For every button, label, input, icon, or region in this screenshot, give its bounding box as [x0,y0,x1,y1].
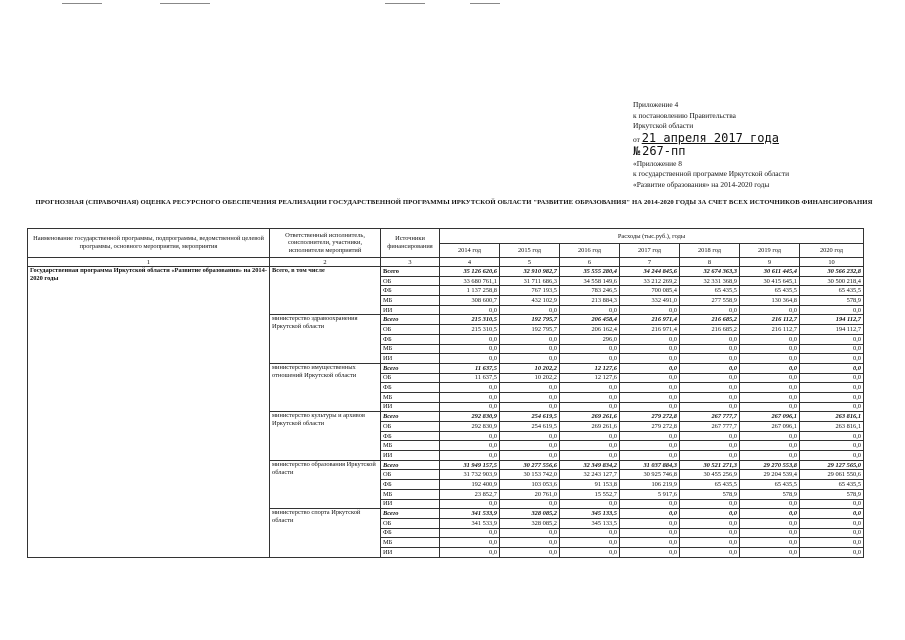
value-cell: 345 133,5 [560,518,620,528]
value-cell: 103 053,6 [500,480,560,490]
value-cell: 0,0 [500,441,560,451]
value-cell: 32 910 982,7 [500,267,560,277]
value-cell: 0,0 [740,547,800,557]
appendix-line: Иркутской области [633,121,694,130]
source-cell: ИИ [381,499,440,509]
value-cell: 0,0 [680,402,740,412]
value-cell: 0,0 [680,431,740,441]
value-cell: 12 127,6 [560,373,620,383]
value-cell: 267 777,7 [680,422,740,432]
value-cell: 0,0 [740,518,800,528]
appendix-line: «Приложение 8 [633,158,682,168]
value-cell: 263 816,1 [800,412,864,422]
value-cell: 0,0 [500,431,560,441]
value-cell: 0,0 [500,538,560,548]
value-cell: 0,0 [440,547,500,557]
value-cell: 33 680 761,1 [440,276,500,286]
value-cell: 33 212 269,2 [620,276,680,286]
value-cell: 0,0 [680,363,740,373]
value-cell: 308 600,7 [440,296,500,306]
value-cell: 0,0 [740,402,800,412]
value-cell: 29 270 553,8 [740,460,800,470]
value-cell: 254 619,5 [500,412,560,422]
table-row [28,267,864,277]
header-year: 2014 год [440,244,500,258]
value-cell: 5 917,6 [620,489,680,499]
header-year: 2019 год [740,244,800,258]
column-index: 8 [680,258,740,267]
value-cell: 30 153 742,0 [500,470,560,480]
value-cell: 65 435,5 [740,286,800,296]
value-cell: 0,0 [620,499,680,509]
value-cell: 10 202,2 [500,363,560,373]
date-prefix: от [633,134,640,144]
source-cell: ИИ [381,547,440,557]
value-cell: 0,0 [740,499,800,509]
appendix-line: Приложение 4 [633,100,679,109]
value-cell: 0,0 [440,441,500,451]
value-cell: 30 521 271,3 [680,460,740,470]
number-prefix: № [633,144,641,158]
value-cell: 35 555 280,4 [560,267,620,277]
value-cell: 0,0 [800,528,864,538]
value-cell: 0,0 [680,528,740,538]
value-cell: 0,0 [740,363,800,373]
value-cell: 216 685,2 [680,315,740,325]
value-cell: 0,0 [440,451,500,461]
value-cell: 578,9 [800,296,864,306]
source-cell: ФБ [381,383,440,393]
value-cell: 263 816,1 [800,422,864,432]
source-cell: ИИ [381,402,440,412]
value-cell: 578,9 [800,489,864,499]
value-cell: 0,0 [620,354,680,364]
value-cell: 0,0 [620,431,680,441]
value-cell: 0,0 [680,373,740,383]
value-cell: 0,0 [560,354,620,364]
value-cell: 0,0 [620,451,680,461]
value-cell: 341 533,9 [440,518,500,528]
value-cell: 31 732 903,9 [440,470,500,480]
value-cell: 32 331 368,9 [680,276,740,286]
value-cell: 10 202,2 [500,373,560,383]
value-cell: 578,9 [680,489,740,499]
value-cell: 0,0 [500,402,560,412]
value-cell: 0,0 [500,547,560,557]
value-cell: 0,0 [680,547,740,557]
value-cell: 767 193,5 [500,286,560,296]
value-cell: 0,0 [440,344,500,354]
value-cell: 700 085,4 [620,286,680,296]
value-cell: 0,0 [500,344,560,354]
value-cell: 32 674 363,3 [680,267,740,277]
funding-table [27,228,864,558]
value-cell: 0,0 [800,354,864,364]
value-cell: 65 435,5 [740,480,800,490]
value-cell: 279 272,8 [620,422,680,432]
executor-cell: министерство спорта Иркутской области [270,509,381,557]
column-index: 4 [440,258,500,267]
program-name: Государственная программа Иркутской области «Развитие образования» на 2014-2020 годы [28,267,270,558]
value-cell: 578,9 [740,489,800,499]
value-cell: 30 566 232,8 [800,267,864,277]
date-value: 21 апреля 2017 года [641,130,779,145]
value-cell: 0,0 [800,509,864,519]
column-index: 7 [620,258,680,267]
source-cell: МБ [381,441,440,451]
value-cell: 0,0 [800,538,864,548]
value-cell: 0,0 [560,547,620,557]
document-title: ПРОГНОЗНАЯ (СПРАВОЧНАЯ) ОЦЕНКА РЕСУРСНОГО ОБЕСПЕЧЕНИЯ РЕАЛИЗАЦИИ ГОСУДАРСТВЕННОЙ ПРОГРАММЫ ИРКУТСКОЙ ОБЛАСТИ "РАЗВИТИЕ ОБРАЗОВАНИЯ" НА 2014-2020 ГОДЫ ЗА СЧЕТ ВСЕХ ИСТОЧНИКОВ ФИНАНСИРОВАНИЯ [35,199,873,206]
value-cell: 0,0 [740,441,800,451]
value-cell: 216 685,2 [680,325,740,335]
value-cell: 0,0 [440,402,500,412]
value-cell: 0,0 [740,334,800,344]
source-cell: МБ [381,344,440,354]
value-cell: 206 162,4 [560,325,620,335]
value-cell: 0,0 [800,518,864,528]
value-cell: 12 127,6 [560,363,620,373]
value-cell: 29 204 539,4 [740,470,800,480]
source-cell: ОБ [381,518,440,528]
value-cell: 432 102,9 [500,296,560,306]
executor-cell: министерство культуры и архивов Иркутской области [270,412,381,460]
source-cell: ОБ [381,373,440,383]
value-cell: 0,0 [620,392,680,402]
source-cell: МБ [381,489,440,499]
value-cell: 0,0 [680,451,740,461]
value-cell: 328 085,2 [500,518,560,528]
value-cell: 0,0 [800,547,864,557]
value-cell: 29 127 565,0 [800,460,864,470]
value-cell: 0,0 [560,538,620,548]
value-cell: 0,0 [800,392,864,402]
value-cell: 0,0 [800,402,864,412]
value-cell: 0,0 [740,451,800,461]
value-cell: 15 552,7 [560,489,620,499]
value-cell: 216 971,4 [620,325,680,335]
value-cell: 0,0 [440,383,500,393]
value-cell: 215 310,5 [440,315,500,325]
value-cell: 0,0 [680,334,740,344]
value-cell: 0,0 [500,305,560,315]
value-cell: 0,0 [620,344,680,354]
value-cell: 29 061 550,6 [800,470,864,480]
value-cell: 0,0 [620,334,680,344]
value-cell: 215 310,5 [440,325,500,335]
value-cell: 292 830,9 [440,422,500,432]
source-cell: МБ [381,538,440,548]
value-cell: 106 219,9 [620,480,680,490]
value-cell: 35 126 620,6 [440,267,500,277]
value-cell: 11 637,5 [440,373,500,383]
value-cell: 328 085,2 [500,509,560,519]
value-cell: 0,0 [560,431,620,441]
value-cell: 0,0 [800,334,864,344]
source-cell: Всего [381,509,440,519]
source-cell: ФБ [381,528,440,538]
value-cell: 0,0 [740,392,800,402]
scan-dash [385,3,425,4]
value-cell: 0,0 [740,383,800,393]
value-cell: 216 971,4 [620,315,680,325]
value-cell: 216 112,7 [740,315,800,325]
value-cell: 0,0 [440,538,500,548]
value-cell: 0,0 [440,305,500,315]
column-index: 2 [270,258,381,267]
value-cell: 34 558 149,6 [560,276,620,286]
value-cell: 0,0 [740,509,800,519]
value-cell: 345 133,5 [560,509,620,519]
source-cell: ИИ [381,305,440,315]
value-cell: 192 795,7 [500,325,560,335]
value-cell: 0,0 [620,528,680,538]
value-cell: 0,0 [680,392,740,402]
value-cell: 0,0 [560,451,620,461]
value-cell: 65 435,5 [800,480,864,490]
value-cell: 0,0 [560,528,620,538]
header-expenses: Расходы (тыс.руб.), годы [440,229,864,244]
executor-cell: министерство образования Иркутской области [270,460,381,508]
source-cell: ИИ [381,451,440,461]
value-cell: 0,0 [620,509,680,519]
value-cell: 0,0 [680,499,740,509]
executor-cell: министерство имущественных отношений Иркутской области [270,363,381,411]
value-cell: 0,0 [800,431,864,441]
value-cell: 292 830,9 [440,412,500,422]
value-cell: 332 491,0 [620,296,680,306]
value-cell: 194 112,7 [800,325,864,335]
value-cell: 0,0 [680,383,740,393]
value-cell: 0,0 [560,305,620,315]
value-cell: 0,0 [800,499,864,509]
source-cell: Всего [381,363,440,373]
value-cell: 31 037 884,3 [620,460,680,470]
value-cell: 0,0 [680,538,740,548]
value-cell: 0,0 [500,451,560,461]
appendix-line: к постановлению Правительства [633,110,736,120]
value-cell: 0,0 [740,538,800,548]
header-year: 2016 год [560,244,620,258]
header-source: Источники финансирования [381,229,440,258]
value-cell: 0,0 [680,354,740,364]
value-cell: 30 455 256,9 [680,470,740,480]
value-cell: 0,0 [680,509,740,519]
scan-dash [470,3,500,4]
value-cell: 0,0 [740,373,800,383]
value-cell: 0,0 [500,499,560,509]
value-cell: 0,0 [500,528,560,538]
value-cell: 30 611 445,4 [740,267,800,277]
value-cell: 206 458,4 [560,315,620,325]
value-cell: 269 261,6 [560,422,620,432]
value-cell: 0,0 [800,451,864,461]
value-cell: 91 153,8 [560,480,620,490]
value-cell: 31 711 686,3 [500,276,560,286]
value-cell: 65 435,5 [800,286,864,296]
value-cell: 0,0 [440,528,500,538]
value-cell: 0,0 [620,402,680,412]
value-cell: 0,0 [440,334,500,344]
number-value: 267-пп [642,144,686,158]
source-cell: ФБ [381,334,440,344]
value-cell: 0,0 [800,373,864,383]
source-cell: Всего [381,412,440,422]
value-cell: 34 244 845,6 [620,267,680,277]
value-cell: 31 949 157,5 [440,460,500,470]
executor-cell: Всего, в том числе [270,267,381,315]
header-year: 2015 год [500,244,560,258]
value-cell: 0,0 [740,344,800,354]
value-cell: 0,0 [560,402,620,412]
value-cell: 0,0 [740,431,800,441]
value-cell: 1 137 258,8 [440,286,500,296]
value-cell: 30 277 556,6 [500,460,560,470]
source-cell: ОБ [381,422,440,432]
value-cell: 32 349 834,2 [560,460,620,470]
source-cell: Всего [381,267,440,277]
scan-dash [62,3,102,4]
source-cell: ФБ [381,480,440,490]
value-cell: 65 435,5 [680,480,740,490]
header-name: Наименование государственной программы, подпрограммы, ведомственной целевой программы, основного мероприятия, мероприятия [28,229,270,258]
appendix-line: «Развитие образования» на 2014-2020 годы [633,179,770,189]
source-cell: ОБ [381,276,440,286]
value-cell: 20 761,0 [500,489,560,499]
value-cell: 0,0 [560,344,620,354]
source-cell: Всего [381,315,440,325]
value-cell: 0,0 [680,344,740,354]
value-cell: 267 096,1 [740,412,800,422]
appendix-block [633,100,789,190]
value-cell: 0,0 [440,392,500,402]
header-year: 2020 год [800,244,864,258]
value-cell: 0,0 [800,305,864,315]
value-cell: 0,0 [620,373,680,383]
value-cell: 0,0 [500,383,560,393]
value-cell: 0,0 [800,383,864,393]
value-cell: 0,0 [740,528,800,538]
value-cell: 0,0 [680,518,740,528]
value-cell: 0,0 [620,383,680,393]
value-cell: 0,0 [560,392,620,402]
value-cell: 277 558,9 [680,296,740,306]
source-cell: ФБ [381,286,440,296]
value-cell: 130 364,8 [740,296,800,306]
value-cell: 213 884,3 [560,296,620,306]
value-cell: 192 795,7 [500,315,560,325]
value-cell: 23 852,7 [440,489,500,499]
column-index: 3 [381,258,440,267]
value-cell: 0,0 [680,305,740,315]
value-cell: 0,0 [500,334,560,344]
value-cell: 0,0 [440,499,500,509]
executor-cell: министерство здравоохранения Иркутской области [270,315,381,363]
source-cell: Всего [381,460,440,470]
value-cell: 194 112,7 [800,315,864,325]
value-cell: 0,0 [620,305,680,315]
value-cell: 0,0 [800,344,864,354]
source-cell: ОБ [381,325,440,335]
value-cell: 0,0 [800,441,864,451]
header-year: 2017 год [620,244,680,258]
column-index: 5 [500,258,560,267]
value-cell: 216 112,7 [740,325,800,335]
column-index: 1 [28,258,270,267]
header-executor: Ответственный исполнитель, соисполнители, участники, исполнители мероприятий [270,229,381,258]
value-cell: 267 096,1 [740,422,800,432]
value-cell: 296,0 [560,334,620,344]
value-cell: 0,0 [560,383,620,393]
value-cell: 0,0 [620,547,680,557]
value-cell: 65 435,5 [680,286,740,296]
value-cell: 0,0 [440,354,500,364]
source-cell: ИИ [381,354,440,364]
scan-artifact-line [0,0,905,6]
header-year: 2018 год [680,244,740,258]
value-cell: 279 272,8 [620,412,680,422]
appendix-number [633,145,789,159]
column-index: 9 [740,258,800,267]
value-cell: 0,0 [800,363,864,373]
value-cell: 783 246,5 [560,286,620,296]
appendix-line: к государственной программе Иркутской области [633,169,790,178]
scan-dash [160,3,210,4]
value-cell: 30 415 645,1 [740,276,800,286]
value-cell: 0,0 [440,431,500,441]
source-cell: ОБ [381,470,440,480]
value-cell: 254 619,5 [500,422,560,432]
value-cell: 0,0 [740,354,800,364]
value-cell: 269 261,6 [560,412,620,422]
column-index: 10 [800,258,864,267]
value-cell: 192 400,9 [440,480,500,490]
value-cell: 0,0 [560,441,620,451]
value-cell: 0,0 [680,441,740,451]
value-cell: 0,0 [500,354,560,364]
value-cell: 267 777,7 [680,412,740,422]
source-cell: МБ [381,296,440,306]
source-cell: ФБ [381,431,440,441]
value-cell: 0,0 [620,538,680,548]
value-cell: 0,0 [620,441,680,451]
value-cell: 0,0 [620,518,680,528]
value-cell: 0,0 [620,363,680,373]
value-cell: 0,0 [740,305,800,315]
value-cell: 32 243 127,7 [560,470,620,480]
appendix-date [633,132,789,146]
value-cell: 30 925 746,8 [620,470,680,480]
value-cell: 0,0 [560,499,620,509]
value-cell: 0,0 [500,392,560,402]
source-cell: МБ [381,392,440,402]
value-cell: 341 533,9 [440,509,500,519]
column-index: 6 [560,258,620,267]
value-cell: 30 500 218,4 [800,276,864,286]
value-cell: 11 637,5 [440,363,500,373]
